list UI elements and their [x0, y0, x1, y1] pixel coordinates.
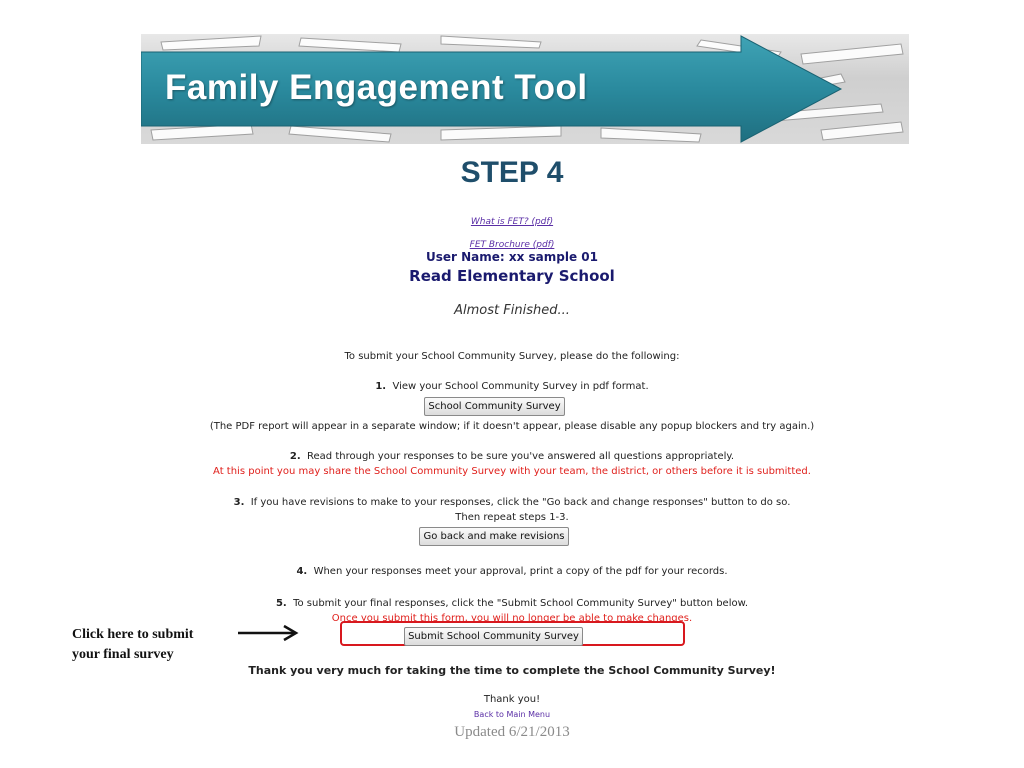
user-name: User Name: xx sample 01 [425, 250, 598, 264]
school-name: Read Elementary School [409, 267, 615, 285]
what-is-fet-link[interactable]: What is FET? (pdf) [470, 217, 554, 227]
step-1-number: 1. [375, 381, 387, 392]
step-4 [0, 566, 1024, 577]
submit-callout [72, 625, 193, 665]
step-5-number: 5. [275, 598, 287, 609]
step-4-text: When your responses meet your approval, print a copy of the pdf for your records. [313, 566, 728, 577]
arrow-right-icon [238, 624, 300, 642]
thanks-message: Thank you very much for taking the time to complete the School Community Survey! [248, 664, 776, 677]
thank-you: Thank you! [483, 694, 541, 705]
what-is-fet-row [0, 211, 1024, 229]
status-text: Almost Finished... [454, 303, 570, 318]
step-1-text: View your School Community Survey in pdf format. [392, 381, 649, 392]
step-3 [0, 497, 1024, 508]
submit-survey-button[interactable]: Submit School Community Survey [404, 627, 583, 646]
step-5 [0, 598, 1024, 609]
step-2-warning: At this point you may share the School Community Survey with your team, the district, or others before it is submitted. [213, 466, 811, 477]
banner [141, 34, 909, 144]
callout-line-2: your final survey [72, 647, 174, 662]
step-4-number: 4. [296, 566, 308, 577]
callout-line-1: Click here to submit [72, 627, 194, 642]
back-row [0, 710, 1024, 719]
fet-brochure-link[interactable]: FET Brochure (pdf) [469, 240, 555, 250]
instructions-intro: To submit your School Community Survey, please do the following: [344, 351, 680, 362]
step-2-number: 2. [289, 451, 301, 462]
page-title: STEP 4 [460, 156, 564, 189]
step-1-note: (The PDF report will appear in a separate window; if it doesn't appear, please disable any popup blockers and try again.) [209, 421, 815, 432]
school-community-survey-button[interactable]: School Community Survey [424, 397, 565, 416]
step-3-number: 3. [233, 497, 245, 508]
step-2-text: Read through your responses to be sure you've answered all questions appropriately. [307, 451, 735, 462]
step-2 [0, 451, 1024, 462]
step-1 [0, 381, 1024, 392]
step-5-text: To submit your final responses, click the "Submit School Community Survey" button below. [293, 598, 749, 609]
updated-date: Updated 6/21/2013 [454, 724, 570, 740]
step-5-warning: Once you submit this form, you will no longer be able to make changes. [331, 613, 693, 624]
go-back-revisions-button[interactable]: Go back and make revisions [419, 527, 569, 546]
step-3-subtext: Then repeat steps 1-3. [455, 512, 569, 523]
back-to-main-menu-link[interactable]: Back to Main Menu [473, 710, 551, 719]
step-3-text: If you have revisions to make to your responses, click the "Go back and change responses" button to do so. [250, 497, 791, 508]
banner-title: Family Engagement Tool [165, 68, 588, 107]
